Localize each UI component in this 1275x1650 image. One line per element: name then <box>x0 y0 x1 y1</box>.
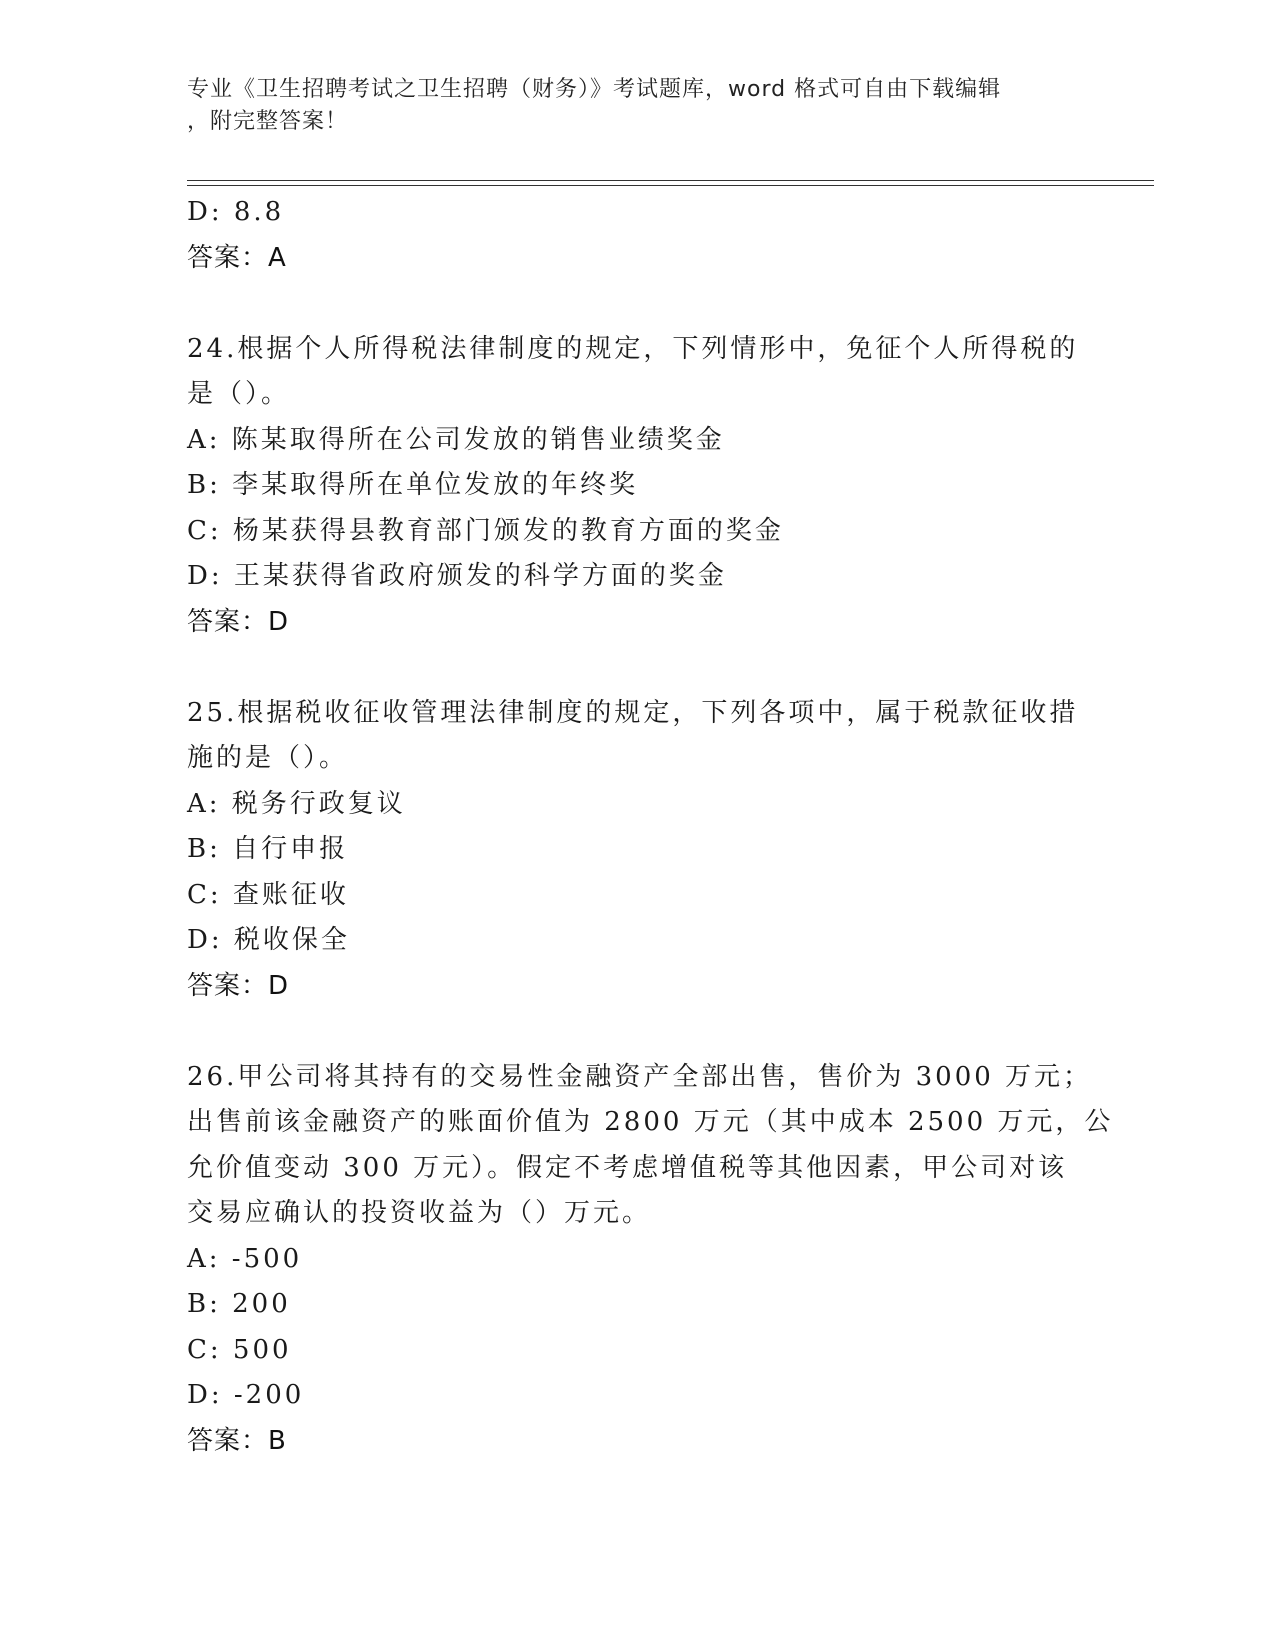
question-stem: 出售前该金融资产的账面价值为 2800 万元（其中成本 2500 万元，公 <box>187 1107 1114 1137</box>
option-c: C: 杨某获得县教育部门颁发的教育方面的奖金 <box>187 515 784 546</box>
option-d: D: -200 <box>187 1380 305 1410</box>
spacer <box>187 1009 1087 1055</box>
option-c: C: 查账征收 <box>187 879 349 910</box>
answer: 答案：D <box>187 970 290 1001</box>
option-a: A: 税务行政复议 <box>187 788 406 819</box>
answer: 答案：B <box>187 1425 287 1456</box>
question-stem: 允价值变动 300 万元）。假定不考虑增值税等其他因素，甲公司对该 <box>187 1152 1068 1183</box>
document-header <box>187 74 1067 138</box>
question-26 <box>187 1055 1114 1465</box>
question-stem: 是（）。 <box>187 379 291 409</box>
spacer <box>187 645 1087 691</box>
option-a: A: 陈某取得所在公司发放的销售业绩奖金 <box>187 424 725 455</box>
option-a: A: -500 <box>187 1243 303 1274</box>
previous-question-tail <box>187 190 1087 281</box>
question-24 <box>187 327 1087 646</box>
header-line-1: 专业《卫生招聘考试之卫生招聘（财务）》考试题库，word 格式可自由下载编辑 <box>187 77 1002 102</box>
question-content <box>187 190 1114 1464</box>
spacer <box>187 281 1087 327</box>
option-d: D: 8.8 <box>187 197 285 227</box>
question-stem: 24.根据个人所得税法律制度的规定，下列情形中，免征个人所得税的 <box>187 333 1079 364</box>
option-b: B: 200 <box>187 1289 291 1319</box>
answer: 答案：A <box>187 242 287 273</box>
question-stem: 交易应确认的投资收益为（）万元。 <box>187 1198 652 1228</box>
header-divider-bottom <box>187 185 1154 186</box>
question-stem: 25.根据税收征收管理法律制度的规定，下列各项中，属于税款征收措 <box>187 697 1079 728</box>
question-stem: 施的是（）。 <box>187 743 349 773</box>
header-line-2: ，附完整答案！ <box>187 109 349 134</box>
header-divider-top <box>187 180 1154 181</box>
answer: 答案：D <box>187 606 290 637</box>
question-stem: 26.甲公司将其持有的交易性金融资产全部出售，售价为 3000 万元； <box>187 1061 1093 1092</box>
option-b: B: 自行申报 <box>187 834 349 864</box>
option-b: B: 李某取得所在单位发放的年终奖 <box>187 470 639 500</box>
question-25 <box>187 691 1087 1010</box>
option-d: D: 王某获得省政府颁发的科学方面的奖金 <box>187 561 727 591</box>
option-c: C: 500 <box>187 1334 292 1365</box>
option-d: D: 税收保全 <box>187 925 350 955</box>
